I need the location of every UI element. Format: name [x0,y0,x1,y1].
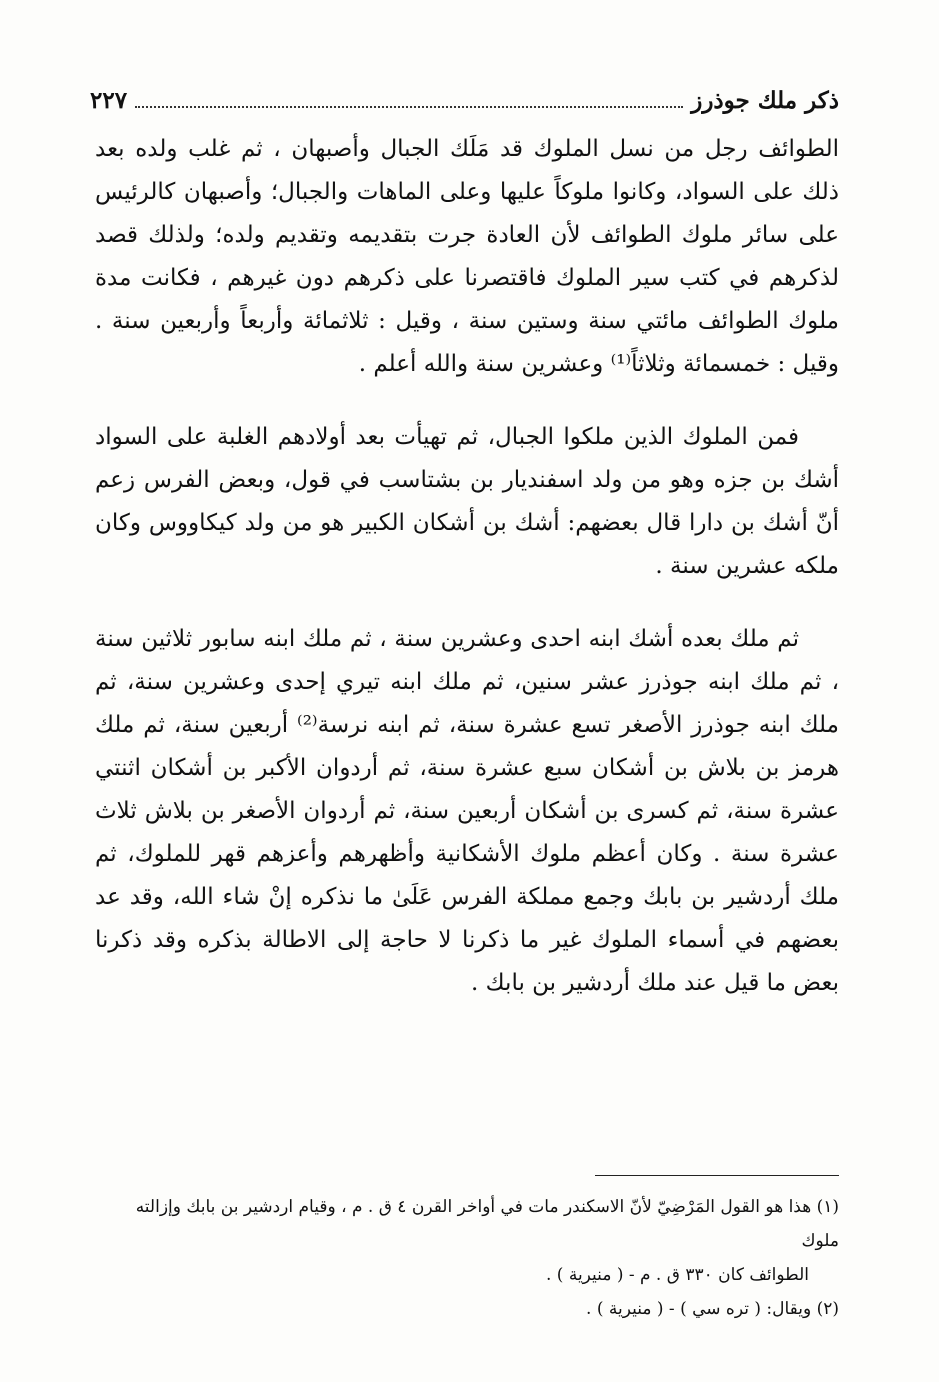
chapter-title: ذكر ملك جوذرز [691,86,839,114]
footnote-separator [595,1175,839,1176]
paragraph-2: فمن الملوك الذين ملكوا الجبال، ثم تهيأت بعد أولادهم الغلبة على السواد أشك بن جزه وهو من ولد اسفنديار بن بشتاسب في قول، وبعض الفرس زعم أنّ أشك بن دارا قال بعضهم: أشك بن أشكان الكبير هو من ولد كيكاووس وكان ملكه عشرين سنة . [95,424,839,579]
paragraph-1: الطوائف رجل من نسل الملوك قد مَلَك الجبال وأصبهان ، ثم غلب ولده بعد ذلك على السواد، وكانوا ملوكاً عليها وعلى الماهات والجبال؛ وأصبهان كالرئيس على سائر ملوك الطوائف لأن العادة جرت بتقديمه وتقديم ولده؛ ولذلك قصد لذكرهم في كتب سير الملوك فاقتصرنا على ذكرهم دون غيرهم ، فكانت مدة ملوك الطوائف مائتي سنة وستين سنة ، وقيل : ثلاثمائة وأربعاً وأربعين سنة . وقيل : خمسمائة وثلاثاً⁽¹⁾ وعشرين سنة والله أعلم . [95,136,839,377]
footnotes [95,1190,839,1326]
footnote-1-continued: الطوائف كان ٣٣٠ ق . م - ( منيرية ) . [545,1265,809,1285]
paragraph-3: ثم ملك بعده أشك ابنه احدى وعشرين سنة ، ثم ملك ابنه سابور ثلاثين سنة ، ثم ملك ابنه جوذرز عشر سنين، ثم ملك ابنه تيري إحدى وعشرين سنة، ثم ملك ابنه جوذرز الأصغر تسع عشرة سنة، ثم ابنه نرسة⁽²⁾ أربعين سنة، ثم ملك هرمز بن بلاش بن أشكان سبع عشرة سنة، ثم أردوان الأكبر بن أشكان اثنتي عشرة سنة، ثم كسرى بن أشكان أربعين سنة، ثم أردوان الأصغر بن بلاش ثلاث عشرة سنة . وكان أعظم ملوك الأشكانية وأظهرهم وأعزهم قهر للملوك، ثم ملك أردشير بن بابك وجمع مملكة الفرس عَلَىٰ ما نذكره إنْ شاء الله، وقد عد بعضهم في أسماء الملوك غير ما ذكرنا لا حاجة إلى الاطالة بذكره وقد ذكرنا بعض ما قيل عند ملك أردشير بن بابك . [95,626,839,996]
footnote-1: (١) هذا هو القول المَرْضِيّ لأنّ الاسكندر مات في أواخر القرن ٤ ق . م ، وقيام اردشير بن بابك وإزالته ملوك [135,1197,839,1251]
leader-dots [135,92,683,108]
main-text [95,128,839,1005]
footnote-2: (٢) ويقال: ( تره سي ) - ( منيرية ) . [586,1299,839,1319]
page-number: ٢٢٧ [90,86,128,114]
running-header [90,80,839,120]
